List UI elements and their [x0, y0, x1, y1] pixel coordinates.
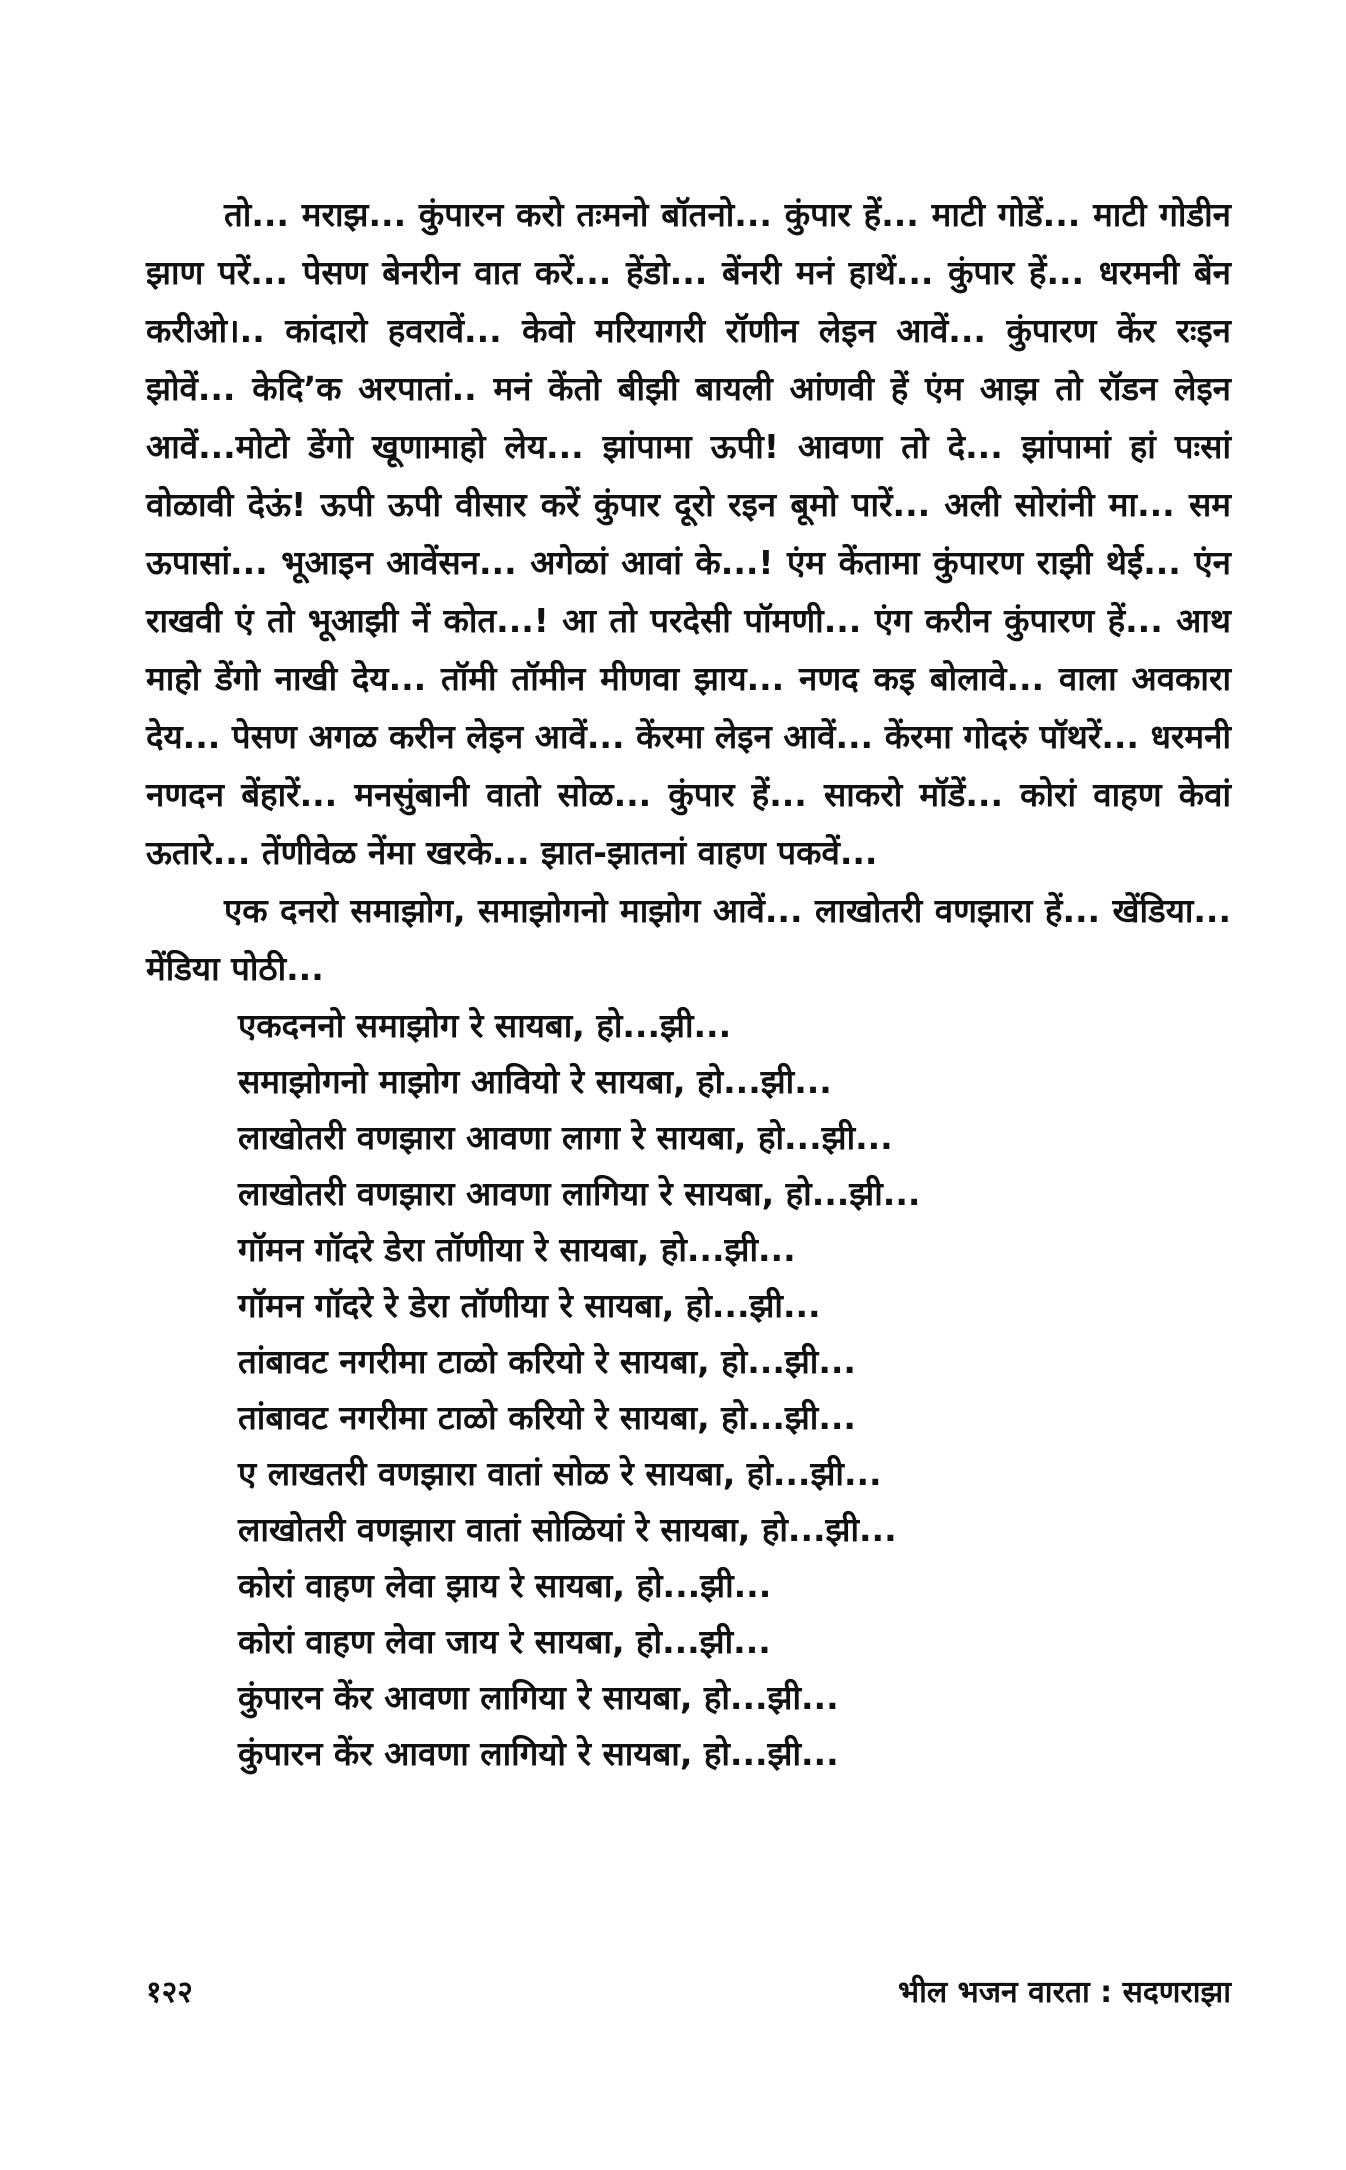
page-body: [146, 186, 1231, 1782]
song-line: ए लाखतरी वणझारा वातां सोळ रे सायबा, हो...झी...: [238, 1454, 882, 1493]
song-line: लाखोतरी वणझारा वातां सोळियां रे सायबा, हो...झी...: [238, 1510, 897, 1549]
prose-paragraph: तो... मराझ... कुंपारन करो तःमनो बॉतनो... कुंपार हें... माटी गोडें... माटी गोडीन झाण परें... पेसण बेनरीन वात करें... हेंडो... बेंनरी मनं हाथें... कुंपार हें... धरमनी बेंन करीओ।.. कांदारो हवरावें... केवो मरियागरी रॉणीन लेइन आवें... कुंपारण केंर रःइन झोवें... केदि’क अरपातां.. मनं केंतो बीझी बायली आंणवी हें एंम आझ तो रॉडन लेइन आवें...मोटो डेंगो खूणामाहो लेय... झांपामा ऊपी! आवणा तो दे... झांपामां हां पःसां वोळावी देऊं! ऊपी ऊपी वीसार करें कुंपार दूरो रइन बूमो पारें... अली सोरांनी मा... सम ऊपासां... भूआइन आवेंसन... अगेळां आवां के...! एंम केंतामा कुंपारण राझी थेई... एंन राखवी एं तो भूआझी नें कोत...! आ तो परदेसी पॉमणी... एंग करीन कुंपारण हें... आथ माहो डेंगो नाखी देय... तॉमी तॉमीन मीणवा झाय... नणद कइ बोलावे... वाला अवकारा देय... पेसण अगळ करीन लेइन आवें... केंरमा लेइन आवें... केंरमा गोदरुं पॉथरें... धरमनी नणदन बेंहारें... मनसुंबानी वातो सोळ... कुंपार हें... साकरो मॉडें... कोरां वाहण केवां ऊतारे... तेंणीवेळ नेंमा खरके... झात-झातनां वाहण पकवें...: [146, 195, 1231, 872]
prose-paragraph: एक दनरो समाझोग, समाझोगनो माझोग आवें... लाखोतरी वणझारा हें... खेंडिया... मेंडिया पोठी...: [146, 891, 1231, 988]
song-line: गॉमन गॉदरे डेरा तॉणीया रे सायबा, हो...झी...: [238, 1230, 796, 1269]
song-line: कुंपारन केंर आवणा लागिया रे सायबा, हो...झी...: [238, 1678, 839, 1717]
song-verse: [146, 998, 1231, 1782]
page-number: १२२: [146, 1975, 193, 2010]
page-footer: [146, 1970, 1231, 2014]
song-line: कोरां वाहण लेवा जाय रे सायबा, हो...झी...: [238, 1622, 771, 1661]
song-line: गॉमन गॉदरे रे डेरा तॉणीया रे सायबा, हो...झी...: [238, 1286, 821, 1325]
song-line: लाखोतरी वणझारा आवणा लागा रे सायबा, हो...झी...: [238, 1118, 893, 1157]
song-line: कोरां वाहण लेवा झाय रे सायबा, हो...झी...: [238, 1566, 772, 1605]
song-line: कुंपारन केंर आवणा लागियो रे सायबा, हो...झी...: [238, 1734, 839, 1773]
song-line: एकदननो समाझोग रे सायबा, हो...झी...: [238, 1006, 732, 1045]
song-line: समाझोगनो माझोग आवियो रे सायबा, हो...झी...: [238, 1062, 832, 1101]
song-line: तांबावट नगरीमा टाळो करियो रे सायबा, हो...झी...: [238, 1398, 856, 1437]
running-title: भील भजन वारता : सदणराझा: [898, 1975, 1231, 2010]
song-line: तांबावट नगरीमा टाळो करियो रे सायबा, हो...झी...: [238, 1342, 856, 1381]
song-line: लाखोतरी वणझारा आवणा लागिया रे सायबा, हो...झी...: [238, 1174, 921, 1213]
